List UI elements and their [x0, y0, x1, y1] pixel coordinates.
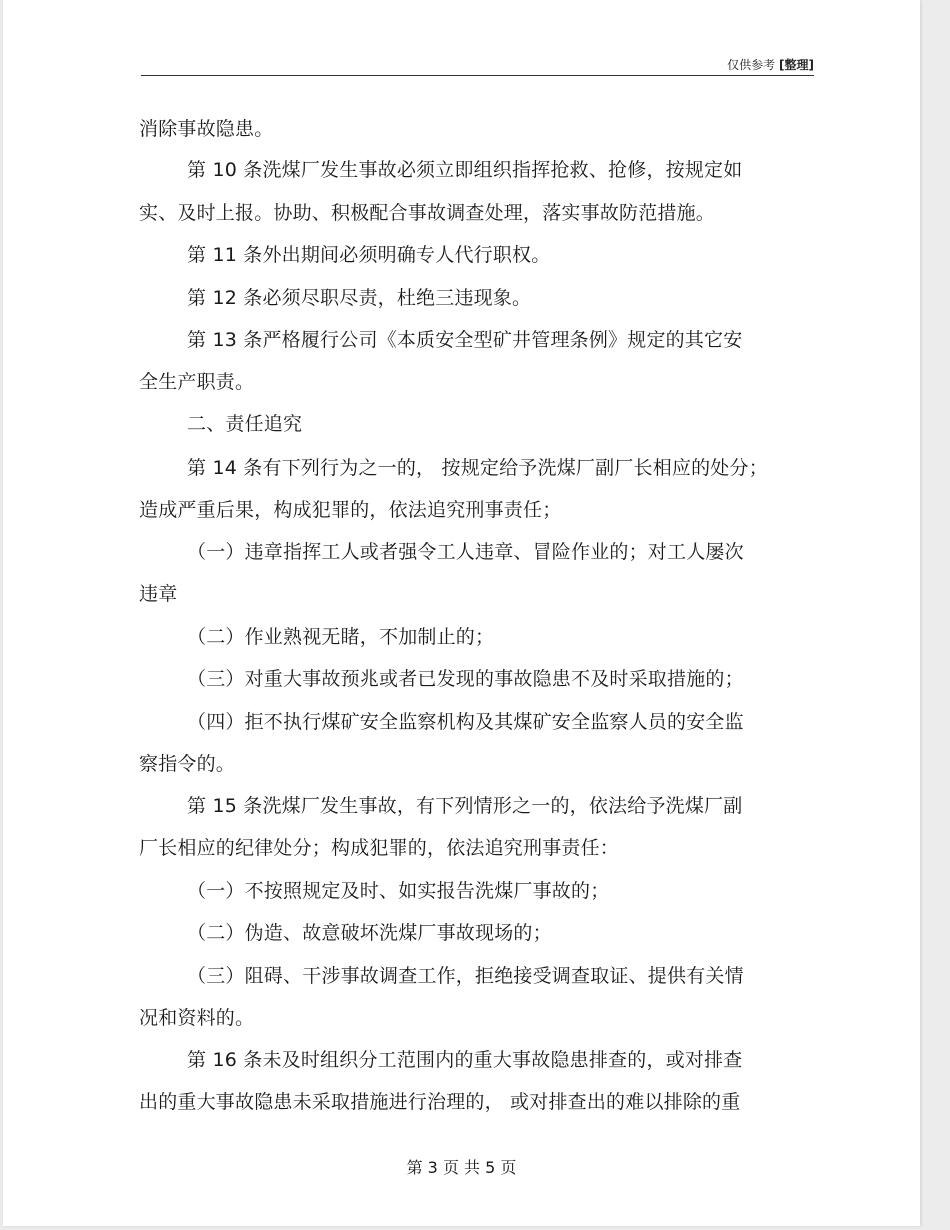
page-header [141, 56, 814, 76]
text-line: （三）阻碍、干涉事故调查工作，拒绝接受调查取证、提供有关情 [187, 965, 744, 987]
text-line: 厂长相应的纪律处分；构成犯罪的，依法追究刑事责任： [139, 837, 620, 859]
text-line: （二）伪造、故意破坏洗煤厂事故现场的； [187, 922, 552, 944]
text-line: 消除事故隐患。 [139, 118, 274, 140]
text-line: 第 10 条洗煤厂发生事故必须立即组织指挥抢救、抢修，按规定如 [187, 159, 743, 181]
header-divider [141, 75, 814, 76]
text-line: 第 12 条必须尽职尽责，杜绝三违现象。 [187, 287, 532, 309]
text-line: 造成严重后果，构成犯罪的，依法追究刑事责任； [139, 499, 562, 521]
page-number: 第 3 页 共 5 页 [406, 1158, 517, 1177]
document-page [3, 0, 920, 1226]
text-line: （一）违章指挥工人或者强令工人违章、冒险作业的；对工人屡次 [187, 541, 744, 563]
section-heading: 二、责任追究 [187, 413, 303, 435]
text-line: （一）不按照规定及时、如实报告洗煤厂事故的； [187, 880, 610, 902]
text-line: 察指令的。 [139, 753, 236, 775]
text-line: 全生产职责。 [139, 371, 255, 393]
text-line: （四）拒不执行煤矿安全监察机构及其煤矿安全监察人员的安全监 [187, 711, 744, 733]
text-line: （三）对重大事故预兆或者已发现的事故隐患不及时采取措施的； [187, 668, 744, 690]
text-line: 第 15 条洗煤厂发生事故，有下列情形之一的，依法给予洗煤厂副 [187, 795, 743, 817]
text-line: 第 13 条严格履行公司《本质安全型矿井管理条例》规定的其它安 [187, 329, 743, 351]
header-text: 仅供参考 [727, 58, 776, 72]
text-line: 违章 [139, 583, 178, 605]
text-line: 第 11 条外出期间必须明确专人代行职权。 [187, 244, 551, 266]
text-line: 出的重大事故隐患未采取措施进行治理的， 或对排查出的难以排除的重 [139, 1091, 741, 1113]
text-line: 实、及时上报。协助、积极配合事故调查处理，落实事故防范措施。 [139, 202, 716, 224]
header-bracket: [整理] [779, 58, 814, 72]
text-line: （二）作业熟视无睹，不加制止的； [187, 626, 495, 648]
header-note [727, 56, 814, 73]
text-line: 况和资料的。 [139, 1007, 255, 1029]
text-line: 第 16 条未及时组织分工范围内的重大事故隐患排查的，或对排查 [187, 1049, 743, 1071]
text-line: 第 14 条有下列行为之一的， 按规定给予洗煤厂副厂长相应的处分； [187, 457, 768, 479]
